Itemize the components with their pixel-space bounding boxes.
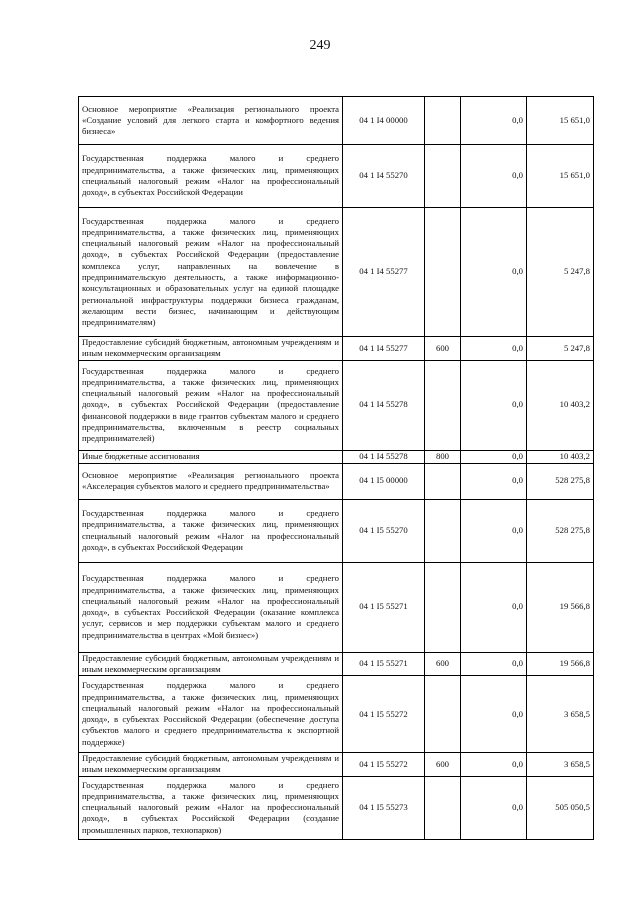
row-amount-1-cell: 0,0 — [461, 499, 527, 562]
row-expense-type-cell — [425, 776, 461, 839]
row-amount-2-cell: 15 651,0 — [527, 145, 594, 208]
row-amount-1-cell: 0,0 — [461, 652, 527, 676]
table-row — [79, 676, 594, 753]
row-name-cell: Предоставление субсидий бюджетным, автономным учреждениям и иным некоммерческим организациям — [79, 652, 343, 676]
table-row — [79, 360, 594, 450]
row-code-cell: 04 1 I4 55278 — [343, 450, 425, 463]
row-name-cell: Государственная поддержка малого и среднего предпринимательства, а также физических лиц, применяющих специальный налоговый режим «Налог на профессиональный доход», в субъектах Российской Федерации (предоставление комплекса услуг, направленных на вовлечение в предпринимательскую деятельность, а также информационно-консультационных и образовательных услуг на единой площадке региональной инфраструктуры поддержки бизнеса гражданам, желающим вести бизнес, начинающим и действующим предпринимателям) — [79, 208, 343, 337]
row-code-cell: 04 1 I5 00000 — [343, 463, 425, 499]
row-amount-2-cell: 3 658,5 — [527, 676, 594, 753]
table-row — [79, 652, 594, 676]
row-expense-type-cell — [425, 208, 461, 337]
row-amount-1-cell: 0,0 — [461, 776, 527, 839]
row-code-cell: 04 1 I5 55271 — [343, 652, 425, 676]
budget-table — [78, 96, 594, 840]
row-amount-2-cell: 19 566,8 — [527, 652, 594, 676]
row-name-cell: Государственная поддержка малого и среднего предпринимательства, а также физических лиц, применяющих специальный налоговый режим «Налог на профессиональный доход», в субъектах Российской Федерации — [79, 499, 343, 562]
row-code-cell: 04 1 I4 00000 — [343, 97, 425, 145]
row-expense-type-cell — [425, 360, 461, 450]
row-name-cell: Предоставление субсидий бюджетным, автономным учреждениям и иным некоммерческим организациям — [79, 753, 343, 777]
row-expense-type-cell — [425, 676, 461, 753]
table-row — [79, 562, 594, 652]
row-expense-type-cell: 600 — [425, 753, 461, 777]
row-name-cell: Основное мероприятие «Реализация регионального проекта «Создание условий для легкого старта и комфортного ведения бизнеса» — [79, 97, 343, 145]
row-code-cell: 04 1 I4 55277 — [343, 208, 425, 337]
row-amount-2-cell: 528 275,8 — [527, 463, 594, 499]
row-expense-type-cell: 800 — [425, 450, 461, 463]
row-expense-type-cell — [425, 463, 461, 499]
row-amount-2-cell: 19 566,8 — [527, 562, 594, 652]
row-code-cell: 04 1 I4 55278 — [343, 360, 425, 450]
row-amount-1-cell: 0,0 — [461, 145, 527, 208]
row-expense-type-cell — [425, 145, 461, 208]
row-amount-2-cell: 15 651,0 — [527, 97, 594, 145]
table-row — [79, 337, 594, 361]
row-expense-type-cell: 600 — [425, 652, 461, 676]
row-name-cell: Основное мероприятие «Реализация регионального проекта «Акселерация субъектов малого и среднего предпринимательства» — [79, 463, 343, 499]
row-name-cell: Государственная поддержка малого и среднего предпринимательства, а также физических лиц, применяющих специальный налоговый режим «Налог на профессиональный доход», в субъектах Российской Федерации — [79, 145, 343, 208]
row-expense-type-cell: 600 — [425, 337, 461, 361]
table-row — [79, 208, 594, 337]
row-amount-1-cell: 0,0 — [461, 208, 527, 337]
row-amount-1-cell: 0,0 — [461, 463, 527, 499]
row-amount-1-cell: 0,0 — [461, 753, 527, 777]
row-amount-2-cell: 5 247,8 — [527, 337, 594, 361]
row-amount-1-cell: 0,0 — [461, 97, 527, 145]
row-amount-2-cell: 10 403,2 — [527, 450, 594, 463]
row-expense-type-cell — [425, 499, 461, 562]
row-code-cell: 04 1 I5 55272 — [343, 753, 425, 777]
budget-table-body — [79, 97, 594, 840]
table-row — [79, 97, 594, 145]
table-row — [79, 499, 594, 562]
row-amount-2-cell: 528 275,8 — [527, 499, 594, 562]
row-amount-1-cell: 0,0 — [461, 337, 527, 361]
table-row — [79, 776, 594, 839]
row-amount-2-cell: 3 658,5 — [527, 753, 594, 777]
row-name-cell: Предоставление субсидий бюджетным, автономным учреждениям и иным некоммерческим организациям — [79, 337, 343, 361]
row-code-cell: 04 1 I5 55272 — [343, 676, 425, 753]
row-amount-1-cell: 0,0 — [461, 562, 527, 652]
table-row — [79, 450, 594, 463]
row-amount-2-cell: 10 403,2 — [527, 360, 594, 450]
row-expense-type-cell — [425, 97, 461, 145]
row-amount-1-cell: 0,0 — [461, 450, 527, 463]
table-row — [79, 463, 594, 499]
row-name-cell: Государственная поддержка малого и среднего предпринимательства, а также физических лиц, применяющих специальный налоговый режим «Налог на профессиональный доход», в субъектах Российской Федерации (создание промышленных парков, технопарков) — [79, 776, 343, 839]
row-name-cell: Иные бюджетные ассигнования — [79, 450, 343, 463]
row-amount-1-cell: 0,0 — [461, 360, 527, 450]
row-code-cell: 04 1 I5 55273 — [343, 776, 425, 839]
row-code-cell: 04 1 I5 55270 — [343, 499, 425, 562]
row-amount-2-cell: 5 247,8 — [527, 208, 594, 337]
row-expense-type-cell — [425, 562, 461, 652]
row-code-cell: 04 1 I4 55277 — [343, 337, 425, 361]
row-name-cell: Государственная поддержка малого и среднего предпринимательства, а также физических лиц, применяющих специальный налоговый режим «Налог на профессиональный доход», в субъектах Российской Федерации (оказание комплекса услуг, сервисов и мер поддержки субъектам малого и среднего предпринимательства в центрах «Мой бизнес») — [79, 562, 343, 652]
row-code-cell: 04 1 I5 55271 — [343, 562, 425, 652]
row-name-cell: Государственная поддержка малого и среднего предпринимательства, а также физических лиц, применяющих специальный налоговый режим «Налог на профессиональный доход», в субъектах Российской Федерации (предоставление финансовой поддержки в виде грантов субъектам малого и среднего предпринимательства, включенным в реестр социальных предпринимателей) — [79, 360, 343, 450]
table-row — [79, 753, 594, 777]
row-code-cell: 04 1 I4 55270 — [343, 145, 425, 208]
row-amount-2-cell: 505 050,5 — [527, 776, 594, 839]
row-amount-1-cell: 0,0 — [461, 676, 527, 753]
page-number: 249 — [309, 38, 331, 53]
table-row — [79, 145, 594, 208]
row-name-cell: Государственная поддержка малого и среднего предпринимательства, а также физических лиц, применяющих специальный налоговый режим «Налог на профессиональный доход», в субъектах Российской Федерации (обеспечение доступа субъектов малого и среднего предпринимательства к экспортной поддержке) — [79, 676, 343, 753]
